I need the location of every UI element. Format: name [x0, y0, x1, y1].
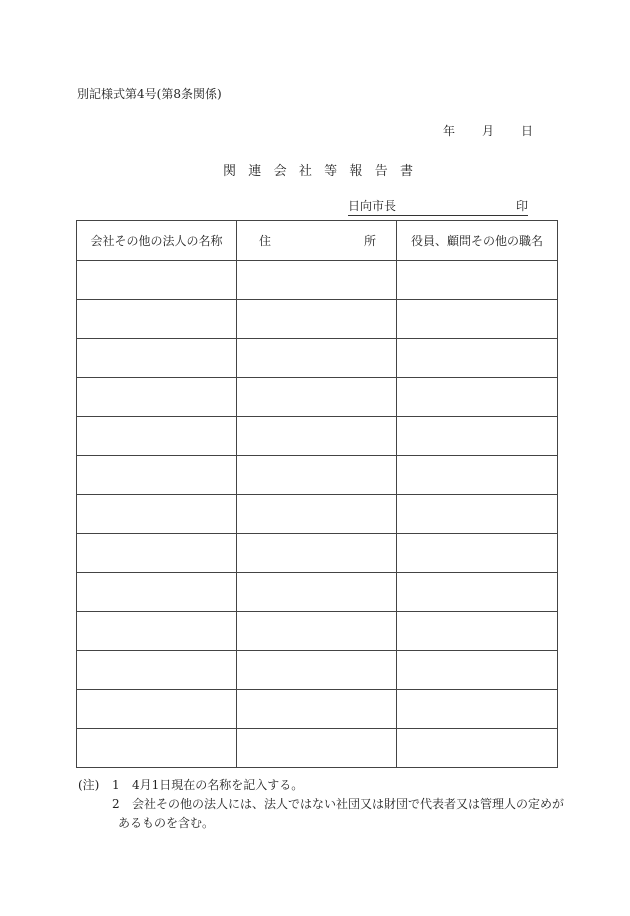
title-char: 等 [324, 164, 338, 179]
cell-position[interactable] [397, 573, 558, 612]
cell-address[interactable] [237, 651, 397, 690]
cell-address[interactable] [237, 300, 397, 339]
note-item [78, 795, 564, 814]
cell-company-name[interactable] [77, 417, 237, 456]
header-address [237, 221, 397, 261]
table-row [77, 456, 558, 495]
cell-position[interactable] [397, 495, 558, 534]
title-char: 関 [223, 164, 237, 179]
header-position: 役員、顧問その他の職名 [397, 221, 558, 261]
table-row [77, 690, 558, 729]
cell-address[interactable] [237, 417, 397, 456]
cell-company-name[interactable] [77, 495, 237, 534]
report-table [76, 220, 558, 768]
table-row [77, 651, 558, 690]
cell-address[interactable] [237, 456, 397, 495]
cell-company-name[interactable] [77, 573, 237, 612]
title-char: 連 [248, 164, 262, 179]
cell-company-name[interactable] [77, 456, 237, 495]
table-row [77, 573, 558, 612]
cell-position[interactable] [397, 378, 558, 417]
note-text: 4月1日現在の名称を記入する。 [132, 778, 304, 792]
cell-company-name[interactable] [77, 651, 237, 690]
cell-company-name[interactable] [77, 378, 237, 417]
note-text: 会社その他の法人には、法人ではない社団又は財団で代表者又は管理人の定めが [132, 797, 565, 811]
title-char: 書 [399, 164, 413, 179]
header-company-name: 会社その他の法人の名称 [77, 221, 237, 261]
title-char: 告 [374, 164, 388, 179]
cell-company-name[interactable] [77, 534, 237, 573]
cell-company-name[interactable] [77, 690, 237, 729]
table-row [77, 300, 558, 339]
cell-company-name[interactable] [77, 261, 237, 300]
cell-company-name[interactable] [77, 612, 237, 651]
notes-label: (注) [78, 778, 100, 792]
date-month-label: 月 [481, 124, 494, 138]
cell-address[interactable] [237, 729, 397, 768]
cell-position[interactable] [397, 456, 558, 495]
cell-address[interactable] [237, 612, 397, 651]
note-item [78, 776, 564, 795]
date-year-label: 年 [443, 124, 456, 138]
cell-position[interactable] [397, 534, 558, 573]
cell-position[interactable] [397, 690, 558, 729]
title-char: 社 [298, 164, 312, 179]
title-char: 報 [349, 164, 363, 179]
note-number: 2 [112, 797, 120, 811]
table-row [77, 495, 558, 534]
cell-address[interactable] [237, 378, 397, 417]
header-address-right: 所 [363, 234, 376, 248]
cell-address[interactable] [237, 339, 397, 378]
cell-address[interactable] [237, 534, 397, 573]
date-line [443, 122, 533, 139]
form-number: 別記様式第4号(第8条関係) [77, 87, 222, 101]
cell-address[interactable] [237, 495, 397, 534]
table-row [77, 378, 558, 417]
table-row [77, 339, 558, 378]
table-row [77, 417, 558, 456]
table-row [77, 729, 558, 768]
table-body [77, 261, 558, 768]
cell-position[interactable] [397, 339, 558, 378]
cell-position[interactable] [397, 651, 558, 690]
addressee-line [348, 197, 528, 216]
table-row [77, 534, 558, 573]
table-row [77, 261, 558, 300]
cell-position[interactable] [397, 261, 558, 300]
notes-section [78, 776, 564, 833]
title-char: 会 [273, 164, 287, 179]
cell-position[interactable] [397, 612, 558, 651]
cell-position[interactable] [397, 417, 558, 456]
cell-position[interactable] [397, 300, 558, 339]
cell-company-name[interactable] [77, 300, 237, 339]
seal-mark: 印 [515, 199, 528, 213]
document-title [223, 160, 413, 179]
cell-address[interactable] [237, 261, 397, 300]
header-address-left: 住 [259, 234, 272, 248]
cell-address[interactable] [237, 573, 397, 612]
table-header-row [77, 221, 558, 261]
note-continuation: あるものを含む。 [118, 816, 215, 830]
note-number: 1 [112, 778, 120, 792]
cell-position[interactable] [397, 729, 558, 768]
addressee-name: 日向市長 [348, 199, 397, 213]
date-day-label: 日 [520, 124, 533, 138]
cell-company-name[interactable] [77, 729, 237, 768]
cell-company-name[interactable] [77, 339, 237, 378]
table-row [77, 612, 558, 651]
cell-address[interactable] [237, 690, 397, 729]
